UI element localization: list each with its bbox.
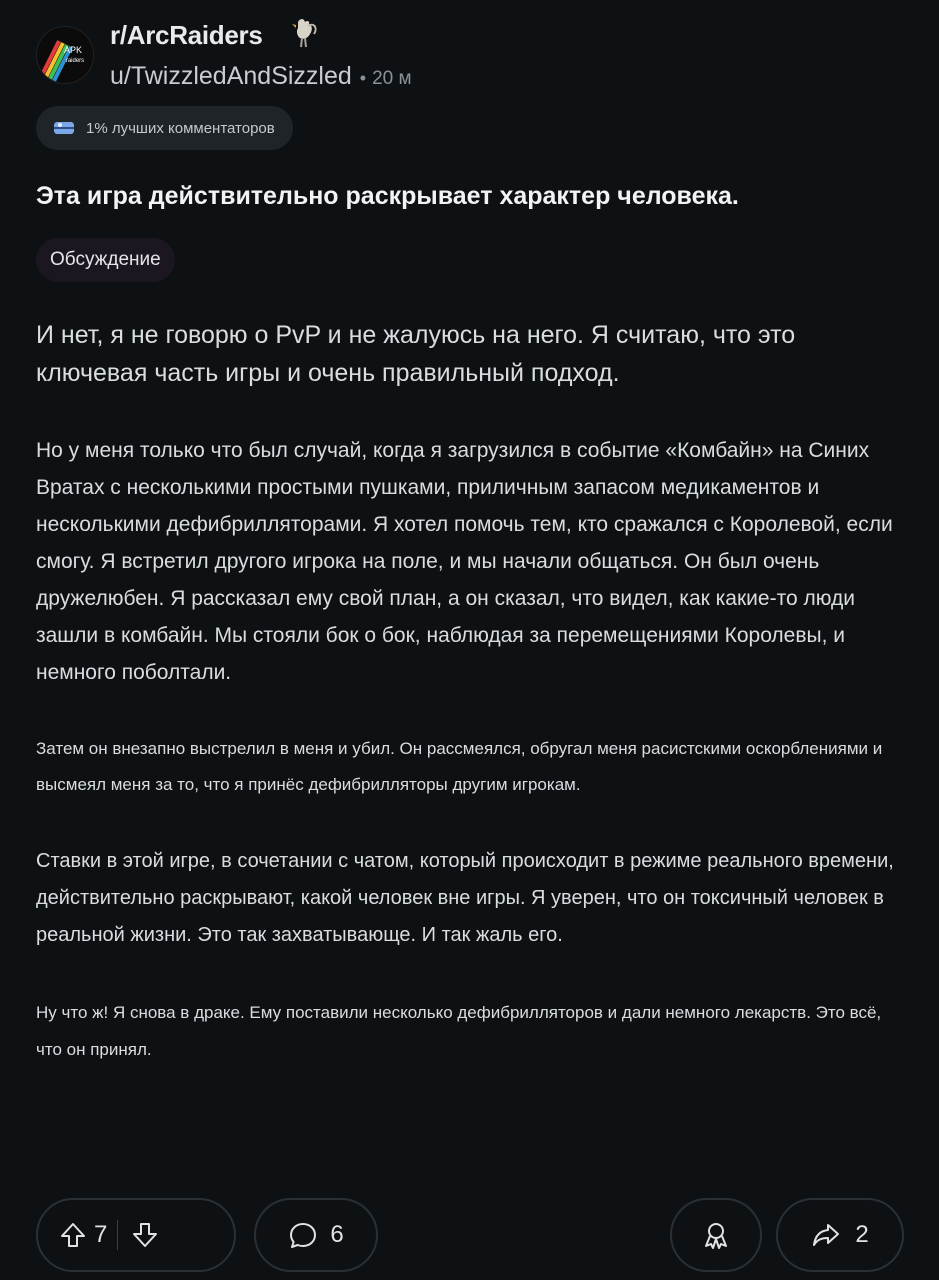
comment-bubble-icon bbox=[288, 1220, 318, 1250]
post-time: 20 м bbox=[372, 68, 412, 89]
share-arrow-icon bbox=[811, 1220, 841, 1250]
meta-separator: • bbox=[359, 68, 367, 88]
comments-button[interactable] bbox=[254, 1198, 378, 1272]
post-meta bbox=[110, 62, 412, 91]
subreddit-name[interactable]: r/ArcRaiders bbox=[110, 20, 263, 50]
subreddit-logo-icon bbox=[37, 27, 93, 83]
paragraph: И нет, я не говорю о PvP и не жалуюсь на него. Я считаю, что это ключевая часть игры и очень правильный подход. bbox=[36, 321, 796, 387]
badge-label: 1% лучших комментаторов bbox=[86, 119, 275, 137]
post-flair[interactable]: Обсуждение bbox=[36, 238, 175, 282]
paragraph: Затем он внезапно выстрелил в меня и убил. Он рассмеялся, обругал меня расистскими оскорблениями и высмеял меня за то, что я принёс дефибрилляторы другим игрокам. bbox=[36, 739, 883, 794]
post-title[interactable]: Эта игра действительно раскрывает характер человека. bbox=[36, 182, 739, 210]
subreddit-avatar[interactable] bbox=[36, 26, 94, 84]
paragraph: Ставки в этой игре, в сочетании с чатом, который происходит в режиме реального времени, действительно раскрывают, какой человек вне игры. Я уверен, что он токсичный человек в реальной жизни. Это так захватывающе. И так жаль его. bbox=[36, 850, 894, 946]
badge-icon bbox=[52, 118, 78, 138]
shares-count: 2 bbox=[855, 1221, 869, 1248]
post-header bbox=[36, 18, 916, 88]
vote-score: 7 bbox=[94, 1221, 108, 1248]
arrow-down-icon[interactable] bbox=[130, 1220, 160, 1250]
svg-text:APK: APK bbox=[63, 45, 83, 55]
paragraph: Но у меня только что был случай, когда я загрузился в событие «Комбайн» на Синих Вратах с несколькими простыми пушками, приличным запасом медикаментов и несколькими дефибрилляторами. Я хотел помочь тем, кто сражался с Королевой, если смогу. Я встретил другого игрока на поле, и мы начали общаться. Он был очень дружелюбен. Я рассказал ему свой план, а он сказал, что видел, как какие-то люди зашли в комбайн. Мы стояли бок о бок, наблюдая за перемещениями Королевы, и немного поболтали. bbox=[36, 439, 893, 684]
vote-control bbox=[36, 1198, 236, 1272]
award-icon bbox=[701, 1220, 731, 1250]
action-bar bbox=[36, 1198, 904, 1274]
top-commenter-badge[interactable] bbox=[36, 106, 293, 150]
vote-divider bbox=[117, 1220, 118, 1250]
share-button[interactable] bbox=[776, 1198, 904, 1272]
award-button[interactable] bbox=[670, 1198, 762, 1272]
rooster-icon bbox=[288, 16, 320, 50]
paragraph: Ну что ж! Я снова в драке. Ему поставили несколько дефибрилляторов и дали немного лекарств. Это всё, что он принял. bbox=[36, 1003, 882, 1059]
svg-text:raiders: raiders bbox=[65, 58, 85, 64]
author-name[interactable]: u/TwizzledAndSizzled bbox=[110, 62, 352, 90]
comments-count: 6 bbox=[330, 1221, 344, 1248]
arrow-up-icon[interactable] bbox=[58, 1220, 88, 1250]
post-body bbox=[36, 316, 906, 1068]
